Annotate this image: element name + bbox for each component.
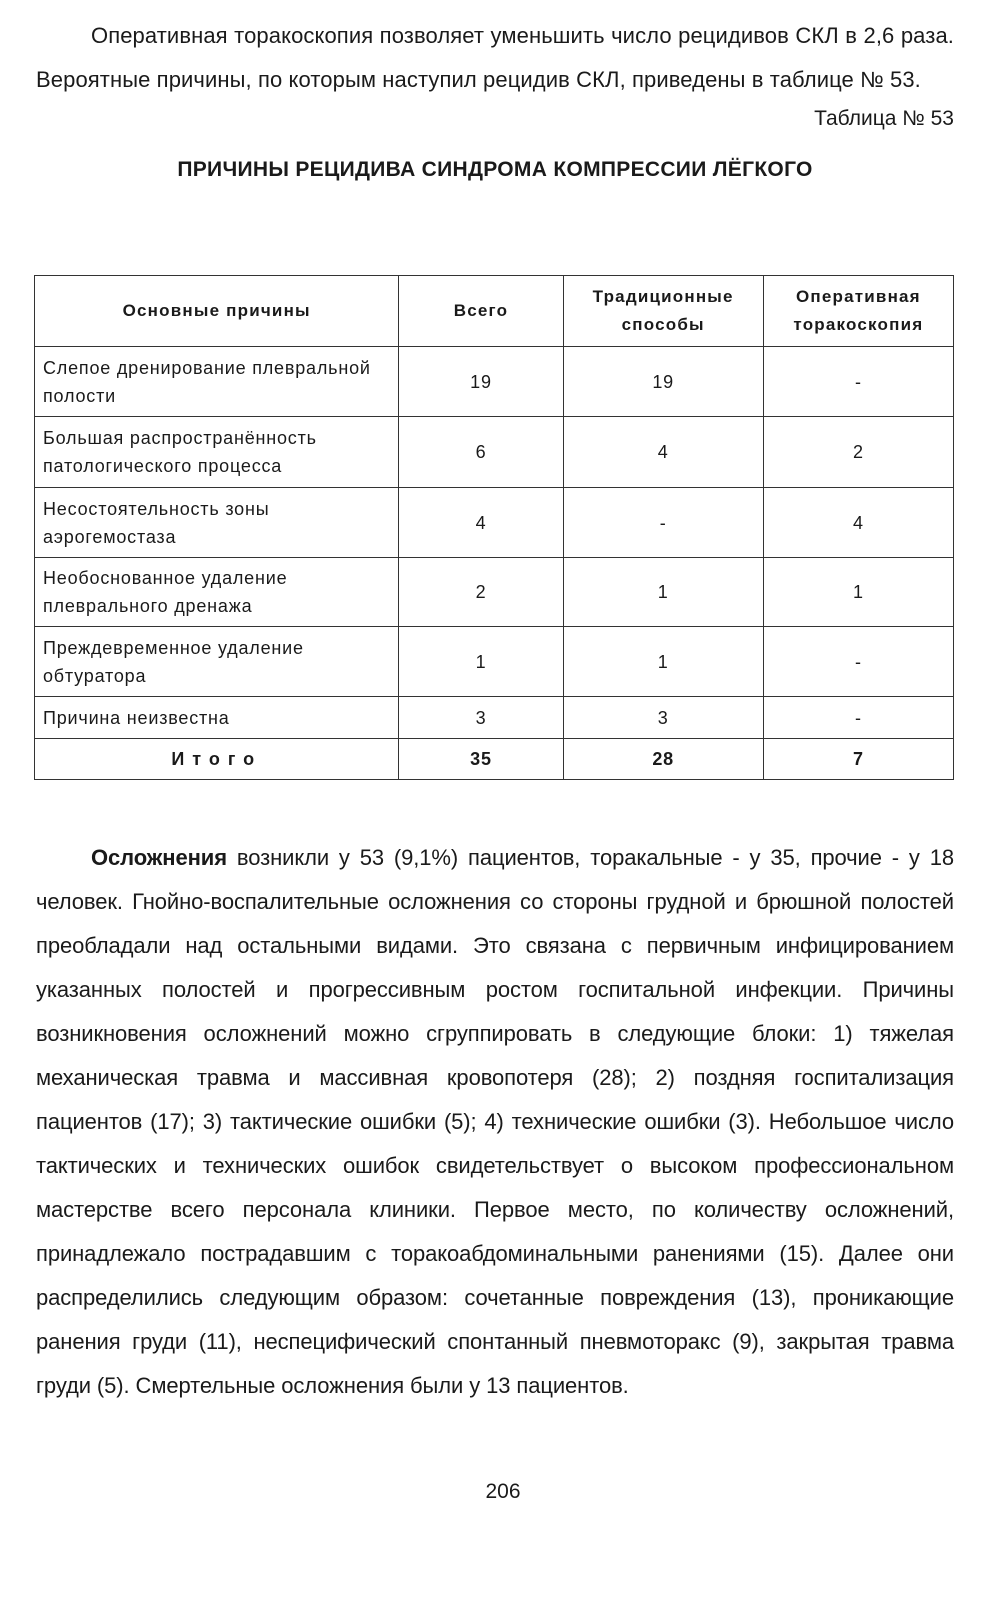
cell-total: 1: [399, 627, 563, 697]
table-row: [35, 627, 954, 697]
total-label: Итого: [35, 739, 399, 780]
cell-cause: Слепое дренирование плевральной полости: [35, 347, 399, 417]
table-total-row: [35, 739, 954, 780]
header-thoracoscopy: Оперативная торакоскопия: [763, 276, 953, 347]
complications-lead: Осложнения: [91, 845, 227, 870]
table-number-label: Таблица № 53: [814, 107, 954, 130]
cell-thoracoscopy: 2: [763, 417, 953, 488]
cell-traditional: 4: [563, 417, 763, 488]
cell-total: 4: [399, 488, 563, 558]
table-row: [35, 488, 954, 558]
table-row: [35, 697, 954, 739]
cell-cause: Большая распространённость патологического процесса: [35, 417, 399, 488]
page-number: 206: [485, 1480, 521, 1503]
intro-paragraph: Оперативная торакоскопия позволяет уменьшить число рецидивов СКЛ в 2,6 раза. Вероятные причины, по которым наступил рецидив СКЛ, приведены в таблице № 53.: [36, 23, 954, 92]
cell-cause: Необоснованное удаление плеврального дренажа: [35, 558, 399, 627]
cell-total: 6: [399, 417, 563, 488]
cell-traditional: 1: [563, 558, 763, 627]
header-total: Всего: [399, 276, 563, 347]
cell-traditional: 1: [563, 627, 763, 697]
cell-traditional: -: [563, 488, 763, 558]
page-body: [36, 14, 954, 182]
complications-paragraph: [36, 836, 954, 1408]
cell-total: 19: [399, 347, 563, 417]
header-traditional: Традиционные способы: [563, 276, 763, 347]
table-row: [35, 347, 954, 417]
cell-cause: Несостоятельность зоны аэрогемостаза: [35, 488, 399, 558]
cell-thoracoscopy: -: [763, 347, 953, 417]
cell-cause: Преждевременное удаление обтуратора: [35, 627, 399, 697]
table-header-row: [35, 276, 954, 347]
cell-thoracoscopy: 4: [763, 488, 953, 558]
cell-cause: Причина неизвестна: [35, 697, 399, 739]
complications-text: возникли у 53 (9,1%) пациентов, торакальные - у 35, прочие - у 18 человек. Гнойно-воспалительные осложнения со стороны грудной и брюшной полостей преобладали над остальными видами. Это связана с первичным инфицированием указанных полостей и прогрессивным ростом госпитальной инфекции. Причины возникновения осложнений можно сгруппировать в следующие блоки: 1) тяжелая механическая травма и массивная кровопотеря (28); 2) поздняя госпитализация пациентов (17); 3) тактические ошибки (5); 4) технические ошибки (3). Небольшое число тактических и технических ошибок свидетельствует о высоком профессиональном мастерстве всего персонала клиники. Первое место, по количеству осложнений, принадлежало пострадавшим с торакоабдоминальными ранениями (15). Далее они распределились следующим образом: сочетанные повреждения (13), проникающие ранения груди (11), неспецифический спонтанный пневмоторакс (9), закрытая травма груди (5). Смертельные осложнения были у 13 пациентов.: [36, 845, 954, 1398]
recurrence-causes-table: [34, 275, 954, 780]
total-all: 35: [399, 739, 563, 780]
cell-total: 2: [399, 558, 563, 627]
table-row: [35, 558, 954, 627]
table-title: ПРИЧИНЫ РЕЦИДИВА СИНДРОМА КОМПРЕССИИ ЛЁГКОГО: [177, 158, 813, 181]
cell-thoracoscopy: 1: [763, 558, 953, 627]
cell-thoracoscopy: -: [763, 697, 953, 739]
cell-total: 3: [399, 697, 563, 739]
cell-thoracoscopy: -: [763, 627, 953, 697]
cell-traditional: 19: [563, 347, 763, 417]
total-traditional: 28: [563, 739, 763, 780]
total-thoracoscopy: 7: [763, 739, 953, 780]
header-causes: Основные причины: [35, 276, 399, 347]
cell-traditional: 3: [563, 697, 763, 739]
table-row: [35, 417, 954, 488]
